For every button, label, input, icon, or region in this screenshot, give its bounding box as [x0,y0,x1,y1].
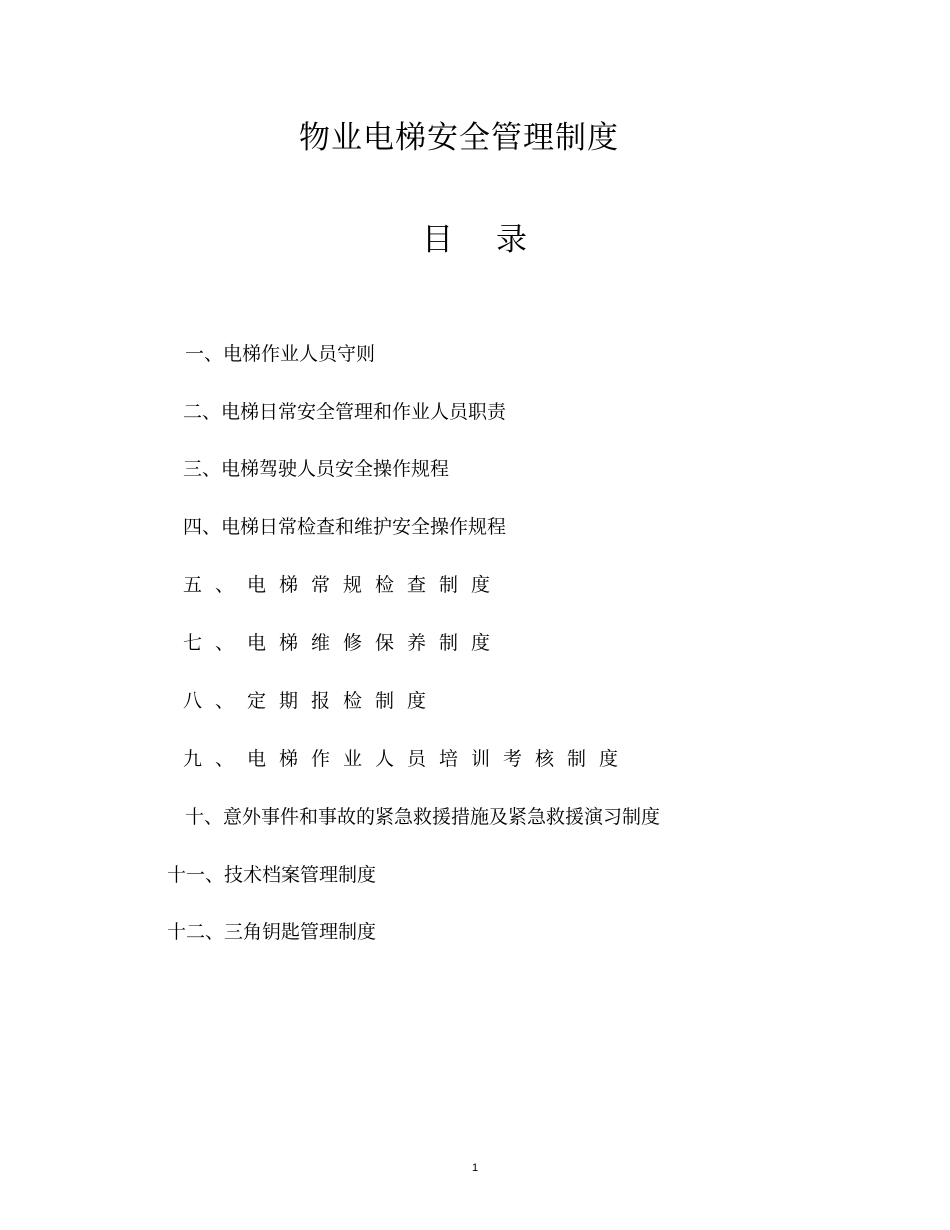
page-number: 1 [471,1162,479,1174]
page-title: 物业电梯安全管理制度 [299,120,619,156]
toc-item: 十一、技术档案管理制度 [167,864,377,886]
toc-item: 九、电梯作业人员培训考核制度 [183,748,632,770]
toc-item: 十、意外事件和事故的紧急救援措施及紧急救援演习制度 [185,806,661,828]
toc-item: 八、定期报检制度 [183,690,440,712]
toc-item: 三、电梯驾驶人员安全操作规程 [183,458,450,480]
toc-item: 五、电梯常规检查制度 [183,574,504,596]
toc-heading-char-1: 目 [422,222,454,258]
toc-item: 四、电梯日常检查和维护安全操作规程 [183,516,507,538]
toc-heading-char-2: 录 [496,222,528,258]
toc-item: 七、电梯维修保养制度 [183,632,504,654]
toc-item: 二、电梯日常安全管理和作业人员职责 [183,401,507,423]
toc-item: 十二、三角钥匙管理制度 [167,921,377,943]
toc-item: 一、电梯作业人员守则 [185,343,376,365]
